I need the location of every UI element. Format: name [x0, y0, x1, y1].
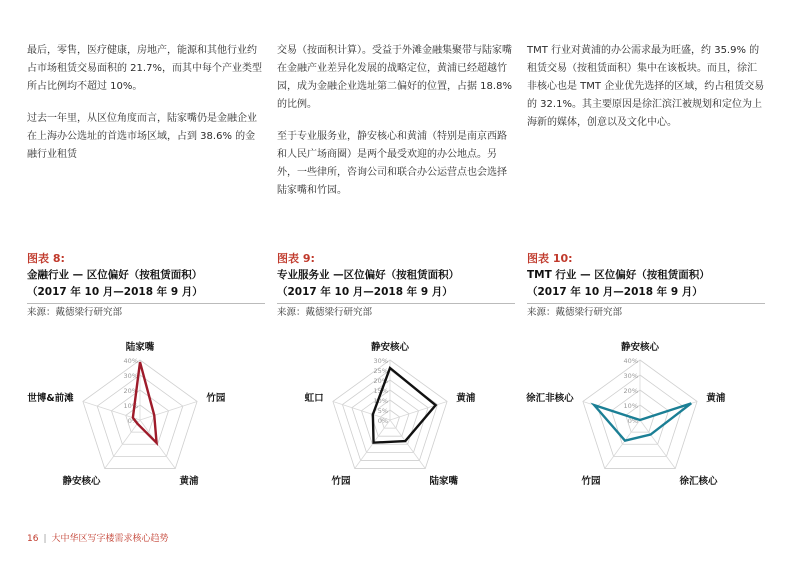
figure-period: （2017 年 10 月—2018 年 9 月）	[277, 286, 453, 298]
figure-title: 专业服务业 —区位偏好（按租赁面积）	[277, 269, 460, 281]
tick-label: 10%	[123, 402, 138, 410]
tick-label: 5%	[377, 407, 388, 415]
tick-label: 10%	[623, 402, 638, 410]
text-column-3	[527, 42, 765, 146]
tick-label: 10%	[373, 397, 388, 405]
tick-label: 0%	[377, 417, 388, 425]
text-column-1	[27, 42, 265, 178]
paragraph: 交易（按面积计算）。受益于外滩金融集聚带与陆家嘴在金融产业差异化发展的战略定位，黄浦已经超越竹园，成为金融企业选址第二偏好的位置，占据 18.8% 的比例。	[277, 45, 512, 110]
tick-label: 30%	[623, 372, 638, 380]
paragraph: 最后，零售，医疗健康，房地产，能源和其他行业约占市场租赁交易面积的 21.7%，而其中每个产业类型所占比例均不超过 10%。	[27, 45, 262, 92]
axis-label: 竹园	[206, 393, 226, 405]
figure-source: 来源：戴德梁行研究部	[27, 307, 123, 318]
figure-source: 来源：戴德梁行研究部	[277, 307, 373, 318]
axis-label: 黄浦	[456, 393, 476, 405]
figure-title: 金融行业 — 区位偏好（按租赁面积）	[27, 269, 203, 281]
figure-period: （2017 年 10 月—2018 年 9 月）	[527, 286, 703, 298]
figure-9-header	[277, 251, 527, 321]
figure-source: 来源：戴德梁行研究部	[527, 307, 623, 318]
axis-label: 黄浦	[706, 393, 726, 405]
axis-label: 徐汇核心	[679, 475, 718, 487]
tick-label: 40%	[623, 357, 638, 365]
figure-number: 图表 10:	[527, 252, 573, 265]
text-column-2	[277, 42, 515, 214]
axis-label: 静安核心	[620, 342, 660, 353]
figure-8-header	[27, 251, 277, 321]
figure-number: 图表 8:	[27, 252, 65, 265]
tick-label: 20%	[373, 377, 388, 385]
axis-label: 世博&前滩	[27, 393, 74, 405]
axis-spoke	[390, 401, 447, 420]
axis-label: 黄浦	[179, 475, 199, 487]
tick-label: 15%	[373, 387, 388, 395]
axis-label: 虹口	[304, 393, 324, 405]
paragraph: 至于专业服务业，静安核心和黄浦（特别是南京西路和人民广场商圈）是两个最受欢迎的办公地点。另外，一些律所，咨询公司和联合办公运营点也会选择陆家嘴和竹园。	[277, 131, 507, 196]
tick-label: 0%	[627, 417, 638, 425]
tick-label: 30%	[373, 357, 388, 365]
figure-number: 图表 9:	[277, 252, 315, 265]
axis-label: 静安核心	[370, 342, 410, 353]
tick-label: 30%	[123, 372, 138, 380]
paragraph: 过去一年里，从区位角度而言，陆家嘴仍是金融企业在上海办公选址的首选市场区域，占到 38.6% 的金融行业租赁	[27, 113, 257, 160]
figure-title: TMT 行业 — 区位偏好（按租赁面积）	[527, 269, 710, 281]
figure-10-header	[527, 251, 777, 321]
page-footer	[27, 531, 169, 544]
tick-label: 40%	[123, 357, 138, 365]
radar-chart-tmt	[525, 330, 755, 500]
data-series	[594, 403, 691, 440]
axis-label: 竹园	[331, 475, 351, 487]
axis-label: 徐汇非核心	[526, 393, 574, 405]
axis-label: 静安核心	[62, 475, 101, 487]
tick-label: 20%	[123, 387, 138, 395]
radar-chart-finance	[25, 330, 255, 500]
tick-label: 25%	[373, 367, 388, 375]
footer-separator: |	[43, 534, 47, 544]
footer-title: 大中华区写字楼需求核心趋势	[51, 534, 169, 544]
page-number: 16	[27, 534, 39, 544]
tick-label: 0%	[127, 417, 138, 425]
axis-label: 陆家嘴	[125, 342, 155, 353]
paragraph: TMT 行业对黄浦的办公需求最为旺盛，约 35.9% 的租赁交易（按租赁面积）集中在该板块。而且，徐汇非核心也是 TMT 企业优先选择的区域，约占租赁交易的 32.1%。其主要原因是徐汇滨江被规划和定位为上海新的媒体，创意以及文化中心。	[527, 45, 765, 128]
radar-chart-professional-services	[275, 330, 505, 500]
tick-label: 20%	[623, 387, 638, 395]
axis-label: 竹园	[581, 475, 601, 487]
figure-period: （2017 年 10 月—2018 年 9 月）	[27, 286, 203, 298]
axis-label: 陆家嘴	[429, 475, 459, 487]
